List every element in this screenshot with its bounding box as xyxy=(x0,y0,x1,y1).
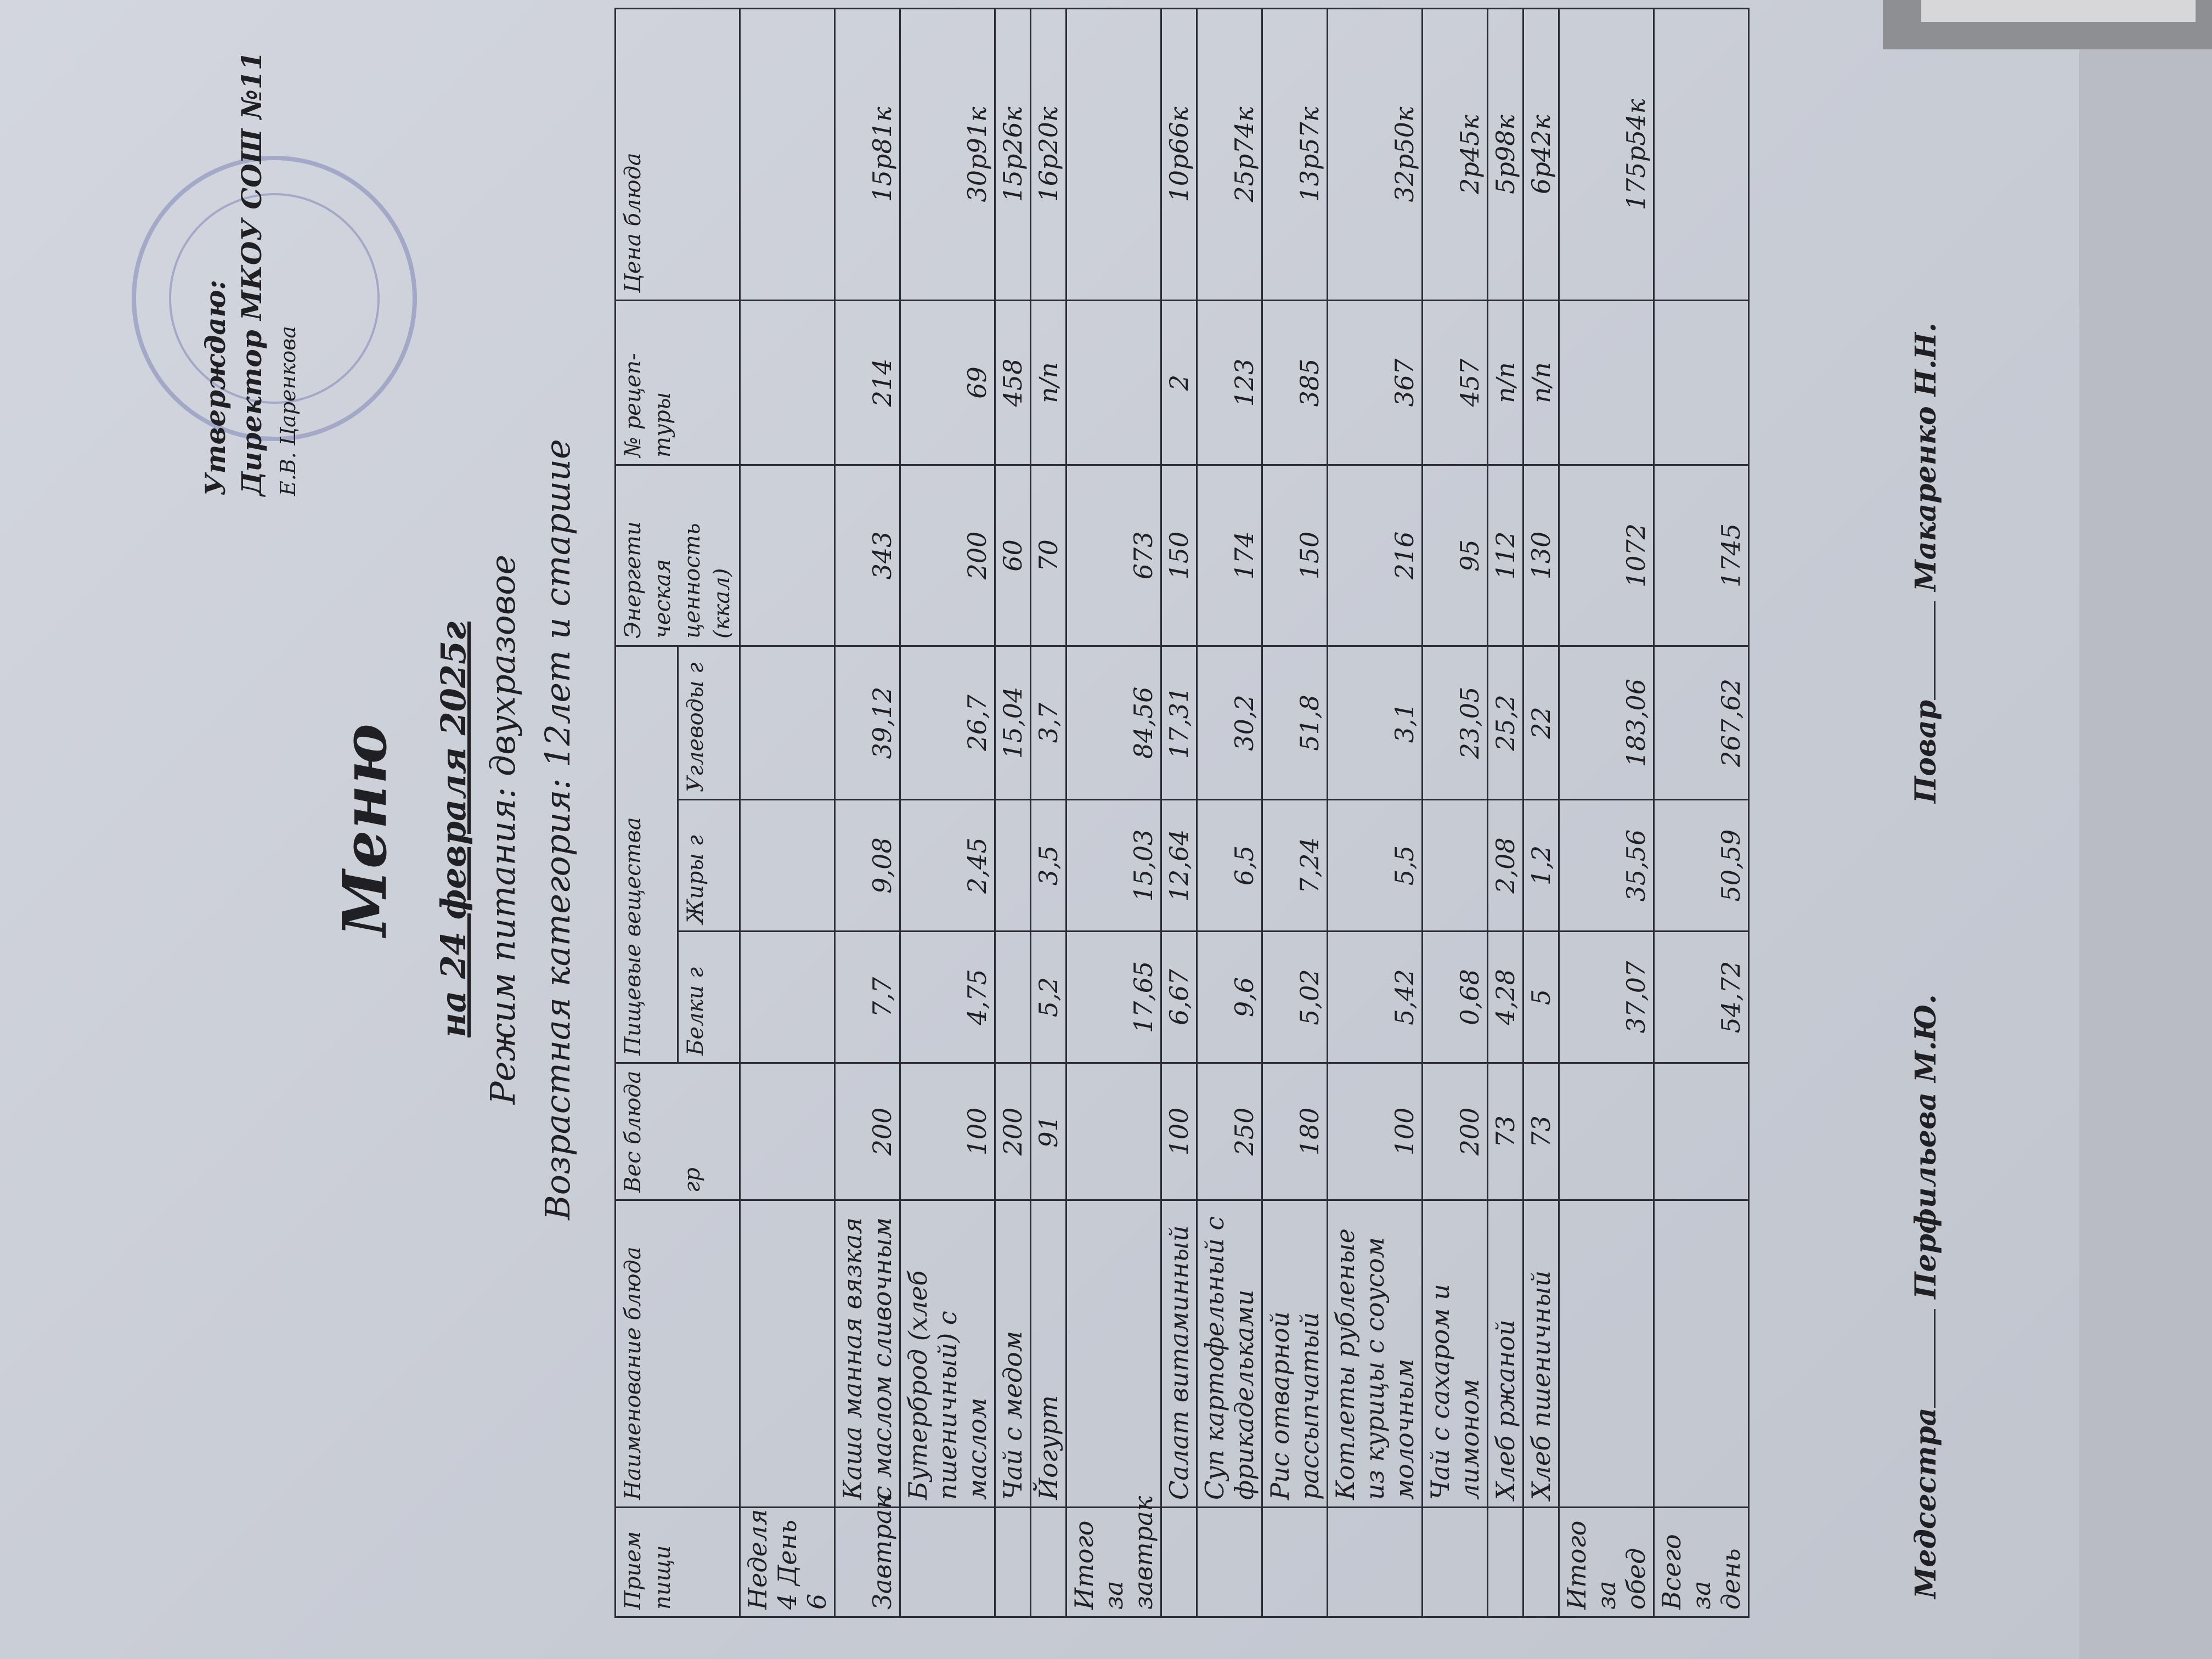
cell-meal xyxy=(1031,1508,1066,1617)
menu-table xyxy=(614,8,1750,1618)
cell-price: 15р26к xyxy=(995,8,1031,300)
cell-carbs: 17,31 xyxy=(1161,646,1197,799)
table-row xyxy=(1488,8,1523,1617)
cell-recipe: 385 xyxy=(1262,300,1328,465)
cell-protein: 7,7 xyxy=(835,932,900,1063)
cell-dish: Суп картофельный с фрикадельками xyxy=(1197,1200,1262,1508)
cell-meal: Всего за день xyxy=(1654,1508,1749,1617)
cell-dish: Хлеб пшеничный xyxy=(1523,1200,1559,1508)
menu-date: на 24 февраля 2025г xyxy=(433,621,473,1038)
cell-dish: Каша манная вязкая с маслом сливочным xyxy=(835,1200,900,1508)
cell-meal xyxy=(900,1508,995,1617)
cell-carbs: 3,7 xyxy=(1031,646,1066,799)
cell-fat: 12,64 xyxy=(1161,800,1197,932)
cell-fat: 1,2 xyxy=(1523,800,1559,932)
cook-name: Макаренко Н.Н. xyxy=(1909,322,1943,591)
cell-carbs: 25,2 xyxy=(1488,646,1523,799)
cell-meal xyxy=(1161,1508,1197,1617)
col-nutrients: Пищевые вещества xyxy=(616,646,678,1063)
cell-meal xyxy=(1197,1508,1262,1617)
cell-fat: 2,08 xyxy=(1488,800,1523,932)
cell-weight xyxy=(1559,1063,1654,1200)
cell-recipe xyxy=(1559,300,1654,465)
cell-fat: 5,5 xyxy=(1328,800,1423,932)
cell-recipe: 367 xyxy=(1328,300,1423,465)
cell-carbs: 23,05 xyxy=(1423,646,1488,799)
cell-meal: Итого за завтрак xyxy=(1066,1508,1161,1617)
cell-weight xyxy=(1066,1063,1161,1200)
cell-protein: 5 xyxy=(1523,932,1559,1063)
cell-recipe: 2 xyxy=(1161,300,1197,465)
cell-carbs: 30,2 xyxy=(1197,646,1262,799)
cell-protein: 0,68 xyxy=(1423,932,1488,1063)
cell-energy: 130 xyxy=(1523,465,1559,646)
col-dish: Наименование блюда xyxy=(616,1200,740,1508)
cell-weight: 100 xyxy=(1328,1063,1423,1200)
cell-price: 16р20к xyxy=(1031,8,1066,300)
cell-weight: 73 xyxy=(1523,1063,1559,1200)
page-title: Меню xyxy=(329,722,400,937)
cell-fat xyxy=(1423,800,1488,932)
cell-price: 2р45к xyxy=(1423,8,1488,300)
cell-fat xyxy=(995,800,1031,932)
cell-protein: 5,02 xyxy=(1262,932,1328,1063)
approval-block xyxy=(198,2,306,496)
cell-dish xyxy=(1559,1200,1654,1508)
cell-dish: Рис отварной рассыпчатый xyxy=(1262,1200,1328,1508)
cell-recipe: п/п xyxy=(1488,300,1523,465)
header-row xyxy=(616,8,678,1617)
approve-label: Утверждаю: xyxy=(199,279,232,496)
cell-fat: 6,5 xyxy=(1197,800,1262,932)
cell-energy: 200 xyxy=(900,465,995,646)
col-recipe: № рецеп- туры xyxy=(616,300,740,465)
table-row xyxy=(1559,8,1654,1617)
cell-meal xyxy=(1262,1508,1328,1617)
cell-weight: 250 xyxy=(1197,1063,1262,1200)
director-name: Е.В. Царенкова xyxy=(276,326,300,496)
cell-carbs: 22 xyxy=(1523,646,1559,799)
cell-carbs: 3,1 xyxy=(1328,646,1423,799)
cell-energy: 216 xyxy=(1328,465,1423,646)
cell-protein xyxy=(995,932,1031,1063)
cell-protein: 5,42 xyxy=(1328,932,1423,1063)
table-row xyxy=(1523,8,1559,1617)
week-row xyxy=(740,8,835,1617)
cell-energy: 60 xyxy=(995,465,1031,646)
cell-protein: 5,2 xyxy=(1031,932,1066,1063)
cell-protein: 4,75 xyxy=(900,932,995,1063)
table-row xyxy=(1262,8,1328,1617)
weight-unit: гр xyxy=(680,1167,705,1193)
cell-recipe: 458 xyxy=(995,300,1031,465)
cell-price: 5р98к xyxy=(1488,8,1523,300)
cell-recipe xyxy=(1654,300,1749,465)
col-price: Цена блюда xyxy=(616,8,740,300)
cell-recipe: п/п xyxy=(1031,300,1066,465)
cell-weight: 100 xyxy=(900,1063,995,1200)
cell-weight: 200 xyxy=(1423,1063,1488,1200)
cell-weight: 180 xyxy=(1262,1063,1328,1200)
cell-price: 13р57к xyxy=(1262,8,1328,300)
table-row xyxy=(900,8,995,1617)
cell-fat: 3,5 xyxy=(1031,800,1066,932)
col-protein: Белки г xyxy=(678,932,740,1063)
cell-recipe: 214 xyxy=(835,300,900,465)
cell-carbs: 51,8 xyxy=(1262,646,1328,799)
cell-dish: Салат витаминный xyxy=(1161,1200,1197,1508)
cell-price: 25р74к xyxy=(1197,8,1262,300)
cell-carbs: 26,7 xyxy=(900,646,995,799)
cell-carbs: 84,56 xyxy=(1066,646,1161,799)
meal-mode: Режим питания: двухразовое xyxy=(483,554,523,1105)
table-row xyxy=(1031,8,1066,1617)
cell-price xyxy=(1654,8,1749,300)
cell-protein: 37,07 xyxy=(1559,932,1654,1063)
menu-table-body xyxy=(740,8,1749,1617)
cell-meal xyxy=(1328,1508,1423,1617)
table-row xyxy=(1423,8,1488,1617)
cell-energy: 1745 xyxy=(1654,465,1749,646)
age-category: Возрастная категория: 12лет и старшие xyxy=(538,439,578,1220)
cell-energy: 174 xyxy=(1197,465,1262,646)
col-weight: Вес блюда гр xyxy=(616,1063,740,1200)
cell-protein: 6,67 xyxy=(1161,932,1197,1063)
cell-price: 10р66к xyxy=(1161,8,1197,300)
table-row xyxy=(995,8,1031,1617)
cell-protein: 9,6 xyxy=(1197,932,1262,1063)
cell-fat: 35,56 xyxy=(1559,800,1654,932)
cell-carbs: 39,12 xyxy=(835,646,900,799)
col-energy: Энергети ческая ценность (ккал) xyxy=(616,465,740,646)
cell-energy: 150 xyxy=(1161,465,1197,646)
cell-dish xyxy=(1654,1200,1749,1508)
cell-dish: Хлеб ржаной xyxy=(1488,1200,1523,1508)
cell-energy: 112 xyxy=(1488,465,1523,646)
week-label: Неделя 4 День 6 xyxy=(740,1508,835,1617)
cell-dish: Йогурт xyxy=(1031,1200,1066,1508)
nurse-name: Перфильева М.Ю. xyxy=(1909,994,1943,1299)
cell-price xyxy=(1066,8,1161,300)
col-carbs: Углеводы г xyxy=(678,646,740,799)
cell-meal xyxy=(1523,1508,1559,1617)
cell-protein: 4,28 xyxy=(1488,932,1523,1063)
cell-fat: 2,45 xyxy=(900,800,995,932)
cell-weight: 100 xyxy=(1161,1063,1197,1200)
table-row xyxy=(1197,8,1262,1617)
cell-price: 32р50к xyxy=(1328,8,1423,300)
cell-price: 175р54к xyxy=(1559,8,1654,300)
director-title: Директор МКОУ СОШ №11 xyxy=(235,51,268,496)
cell-weight xyxy=(1654,1063,1749,1200)
cell-fat: 50,59 xyxy=(1654,800,1749,932)
cell-weight: 200 xyxy=(995,1063,1031,1200)
cell-recipe: 123 xyxy=(1197,300,1262,465)
cell-recipe: 457 xyxy=(1423,300,1488,465)
col-meal: Прием пищи xyxy=(616,1508,740,1617)
cell-dish: Чай с сахаром и лимоном xyxy=(1423,1200,1488,1508)
table-row xyxy=(1328,8,1423,1617)
cell-recipe: 69 xyxy=(900,300,995,465)
cell-price: 15р81к xyxy=(835,8,900,300)
cell-fat: 7,24 xyxy=(1262,800,1328,932)
col-fat: Жиры г xyxy=(678,800,740,932)
table-row xyxy=(1066,8,1161,1617)
cell-recipe: п/п xyxy=(1523,300,1559,465)
cell-meal xyxy=(1488,1508,1523,1617)
cell-protein: 17,65 xyxy=(1066,932,1161,1063)
cell-meal xyxy=(995,1508,1031,1617)
table-row xyxy=(1161,8,1197,1617)
cell-dish: Котлеты рубленые из курицы с соусом молочным xyxy=(1328,1200,1423,1508)
nurse-signature: Медсестра Перфильева М.Ю. xyxy=(1909,994,1943,1599)
cell-fat: 9,08 xyxy=(835,800,900,932)
cell-energy: 95 xyxy=(1423,465,1488,646)
cell-price: 30р91к xyxy=(900,8,995,300)
cell-energy: 343 xyxy=(835,465,900,646)
cell-weight: 91 xyxy=(1031,1063,1066,1200)
cell-energy: 70 xyxy=(1031,465,1066,646)
cell-dish: Бутерброд (хлеб пшеничный) с маслом xyxy=(900,1200,995,1508)
cell-meal xyxy=(1423,1508,1488,1617)
cell-protein: 54,72 xyxy=(1654,932,1749,1063)
cell-weight: 200 xyxy=(835,1063,900,1200)
cell-dish xyxy=(1066,1200,1161,1508)
cell-carbs: 15,04 xyxy=(995,646,1031,799)
cell-fat: 15,03 xyxy=(1066,800,1161,932)
cell-meal: Итого за обед xyxy=(1559,1508,1654,1617)
cell-recipe xyxy=(1066,300,1161,465)
cell-price: 6р42к xyxy=(1523,8,1559,300)
cook-signature: Повар Макаренко Н.Н. xyxy=(1909,322,1943,803)
cell-weight: 73 xyxy=(1488,1063,1523,1200)
cell-meal: Завтрак xyxy=(835,1508,900,1617)
cell-carbs: 183,06 xyxy=(1559,646,1654,799)
cell-energy: 150 xyxy=(1262,465,1328,646)
cell-energy: 1072 xyxy=(1559,465,1654,646)
cell-carbs: 267,62 xyxy=(1654,646,1749,799)
cell-dish: Чай с медом xyxy=(995,1200,1031,1508)
cell-energy: 673 xyxy=(1066,465,1161,646)
table-row xyxy=(1654,8,1749,1617)
table-row xyxy=(835,8,900,1617)
